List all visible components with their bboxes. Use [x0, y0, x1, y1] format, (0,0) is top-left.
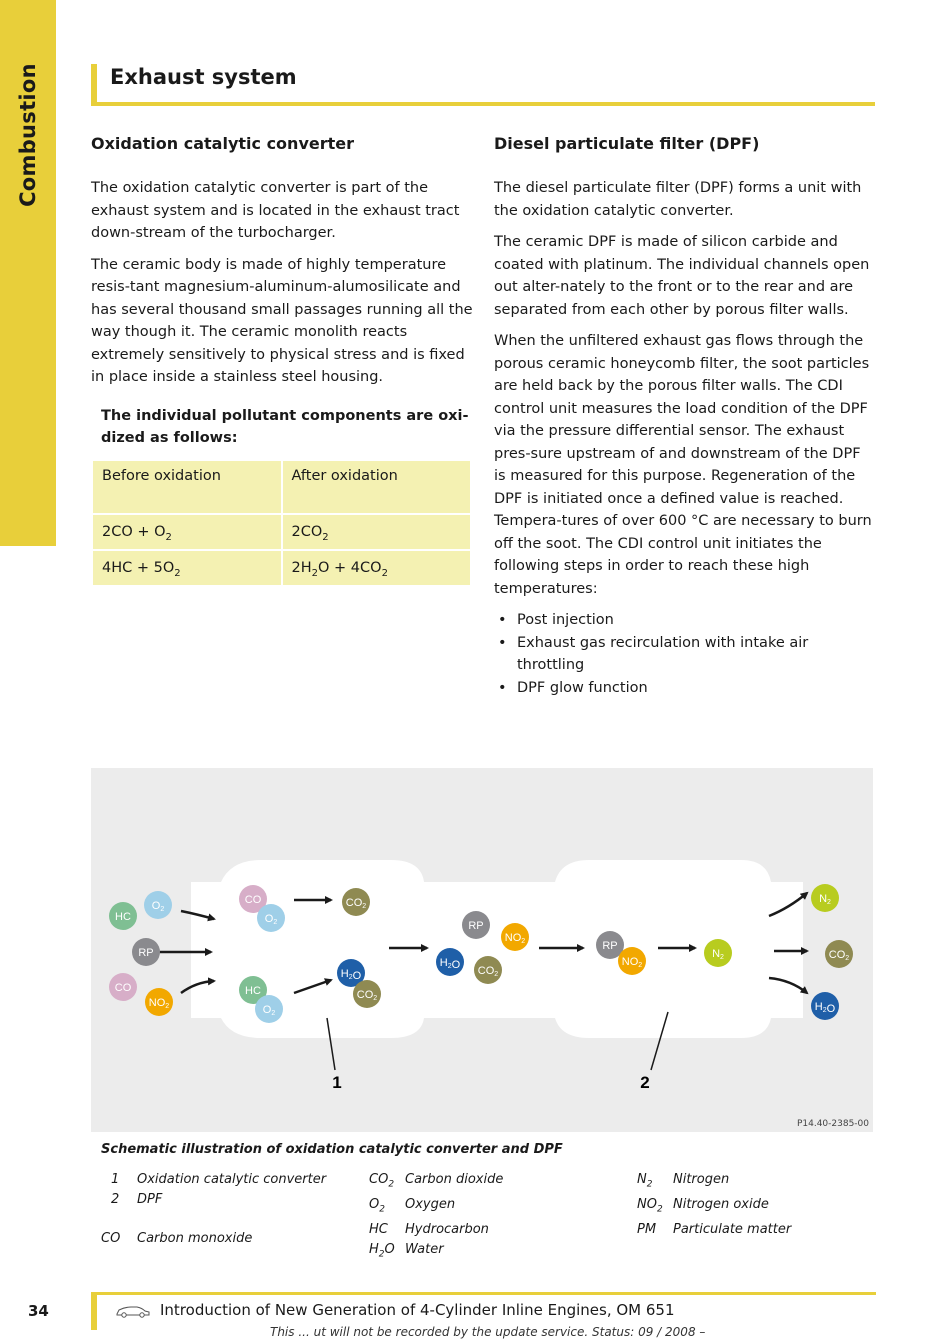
legend-key: 1 — [111, 1172, 120, 1187]
table-header-cell: Before oxidation — [92, 460, 282, 514]
side-tab — [0, 0, 56, 546]
molecule-label: CO2 — [345, 897, 367, 910]
molecule-co2 — [342, 888, 370, 916]
molecule-rp — [132, 938, 160, 966]
molecule-label: CO — [244, 894, 262, 906]
table-cell: $2H_2O + 4CO_2$ — [282, 550, 472, 586]
legend-value: Nitrogen oxide — [673, 1197, 769, 1213]
legend-row — [369, 1220, 503, 1240]
molecule-n2 — [811, 884, 839, 912]
legend-column-1 — [101, 1170, 326, 1248]
molecule-label: N2 — [712, 948, 724, 961]
legend-row — [637, 1170, 791, 1195]
molecule-label: H2O — [814, 1001, 836, 1015]
legend-row — [101, 1229, 326, 1249]
molecule-no2 — [618, 947, 646, 975]
left-column — [91, 133, 473, 587]
legend-key: $NO_2$ — [637, 1197, 663, 1215]
molecule-label: NO2 — [148, 997, 170, 1010]
molecule-label: CO2 — [828, 949, 850, 962]
title-underline — [91, 102, 875, 106]
molecule-label: HC — [115, 911, 131, 923]
legend-value: Oxygen — [405, 1197, 456, 1213]
legend-column-3 — [637, 1170, 791, 1240]
molecule-rp — [462, 911, 490, 939]
molecule-label: HC — [245, 985, 261, 997]
molecule-label: NO2 — [621, 956, 643, 969]
table-row — [92, 514, 471, 550]
molecule-label: H2O — [340, 968, 362, 982]
molecule-label: RP — [602, 940, 618, 952]
section-heading-oxidation: Oxidation catalytic converter — [91, 134, 354, 153]
molecule-label: N2 — [819, 893, 831, 906]
molecule-label: RP — [138, 947, 154, 959]
legend-key: $O_2$ — [369, 1197, 385, 1215]
molecule-h2o — [436, 948, 464, 976]
legend-row — [369, 1195, 503, 1220]
paragraph: The ceramic body is made of highly temperature resis-tant magnesium-aluminum-alumosilicate and has several thousand small passages running all the way though it. The ceramic monolith reacts extremely sensitively to physical stress and is fixed in place inside a stainless steel housing. — [91, 256, 473, 385]
legend-row — [637, 1220, 791, 1240]
diagram-caption: Schematic illustration of oxidation catalytic converter and DPF — [101, 1142, 563, 1157]
car-icon — [115, 1304, 151, 1318]
legend-column-2 — [369, 1170, 503, 1265]
molecule-hc — [109, 902, 137, 930]
molecule-label: RP — [468, 920, 484, 932]
molecule-label: O2 — [151, 900, 165, 913]
list-item: • DPF glow function — [494, 677, 876, 700]
legend-row — [637, 1195, 791, 1220]
diagram-svg — [91, 768, 873, 1132]
molecule-co2 — [474, 956, 502, 984]
legend-key: HC — [369, 1222, 388, 1238]
molecule-label: O2 — [262, 1004, 276, 1017]
legend-key: $H_2O$ — [369, 1241, 395, 1260]
molecule-label: CO2 — [477, 965, 499, 978]
table-header-cell: After oxidation — [282, 460, 472, 514]
diagram-reference-number: P14.40-2385-00 — [796, 1119, 869, 1129]
table-cell: $4HC + 5O_2$ — [92, 550, 282, 586]
page-title: Exhaust system — [110, 65, 297, 89]
legend-row — [369, 1170, 503, 1195]
paragraph: The ceramic DPF is made of silicon carbide and coated with platinum. The individual channels open out alter-nately to the front or to the rear and are separated from each other by porous filter walls. — [494, 234, 870, 318]
title-accent-bar — [91, 64, 97, 104]
side-tab-label: Combustion — [16, 63, 40, 207]
legend-value: Nitrogen — [673, 1172, 730, 1187]
legend-value: DPF — [137, 1191, 163, 1207]
table-cell: $2CO_2$ — [282, 514, 472, 550]
molecule-label: H2O — [439, 957, 461, 971]
legend-value: Oxidation catalytic converter — [137, 1172, 327, 1187]
molecule-n2 — [704, 939, 732, 967]
legend-key: $CO_2$ — [369, 1172, 395, 1190]
paragraph: The oxidation catalytic converter is part of the exhaust system and is located in the exhaust tract down-stream of the turbocharger. — [91, 180, 460, 241]
table-header-row — [92, 460, 471, 514]
section-heading-dpf: Diesel particulate filter (DPF) — [494, 134, 760, 153]
molecule-label: O2 — [264, 913, 278, 926]
exhaust-diagram — [91, 768, 873, 1132]
molecule-o2 — [144, 891, 172, 919]
molecule-co2 — [353, 980, 381, 1008]
footer-rule — [91, 1292, 876, 1295]
table-intro: The individual pollutant components are oxi-dized as follows: — [101, 407, 469, 446]
molecule-o2 — [257, 904, 285, 932]
molecule-h2o — [811, 992, 839, 1020]
legend-key: PM — [637, 1222, 657, 1238]
paragraph: The diesel particulate filter (DPF) forms a unit with the oxidation catalytic converter. — [494, 180, 862, 219]
table-row — [92, 550, 471, 586]
page-number: 34 — [28, 1302, 49, 1320]
molecule-co — [109, 973, 137, 1001]
legend-row — [369, 1240, 503, 1265]
legend-row — [101, 1190, 326, 1210]
molecule-no2 — [145, 988, 173, 1016]
molecule-o2 — [255, 995, 283, 1023]
molecule-no2 — [501, 923, 529, 951]
oxidation-table — [91, 459, 472, 588]
list-item: • Exhaust gas recirculation with intake air throttling — [494, 632, 876, 677]
footer-status: This ... ut will not be recorded by the update service. Status: 09 / 2008 – — [270, 1325, 706, 1339]
legend-key — [101, 1209, 137, 1229]
molecule-label: CO — [114, 982, 132, 994]
legend-value: Hydrocarbon — [405, 1222, 489, 1238]
regeneration-steps-list — [494, 609, 876, 699]
molecule-label: NO2 — [504, 932, 526, 945]
callout-label: 2 — [640, 1073, 650, 1092]
footer-accent-bar — [91, 1292, 97, 1330]
table-cell: $2CO + O_2$ — [92, 514, 282, 550]
right-column — [494, 133, 876, 699]
legend-key: 2 — [111, 1191, 120, 1207]
legend-key: $N_2$ — [637, 1172, 653, 1190]
molecule-co2 — [825, 940, 853, 968]
callout-label: 1 — [332, 1073, 342, 1092]
legend-value: Particulate matter — [673, 1222, 792, 1238]
legend-value: Carbon dioxide — [405, 1172, 504, 1187]
molecule-label: CO2 — [356, 989, 378, 1002]
legend-key: CO — [101, 1230, 121, 1246]
page-title-block — [91, 64, 875, 106]
paragraph: When the unfiltered exhaust gas flows through the porous ceramic honeycomb filter, the soot particles are held back by the porous filter walls. The CDI control unit measures the load condition of the DPF via the pressure differential sensor. The exhaust pres-sure upstream of and downstream of the DPF is measured for this purpose. Regeneration of the DPF is initiated once a defined value is reached. Tempera-tures of over 600 °C are necessary to burn off the soot. The CDI control unit initiates the following steps in order to reach these high temperatures: — [494, 333, 872, 597]
footer-title: Introduction of New Generation of 4-Cylinder Inline Engines, OM 651 — [160, 1301, 675, 1319]
legend-value: Carbon monoxide — [137, 1230, 253, 1246]
legend-row — [101, 1209, 326, 1229]
legend-value: Water — [405, 1241, 444, 1257]
legend-row — [101, 1170, 326, 1190]
list-item: • Post injection — [494, 609, 876, 632]
